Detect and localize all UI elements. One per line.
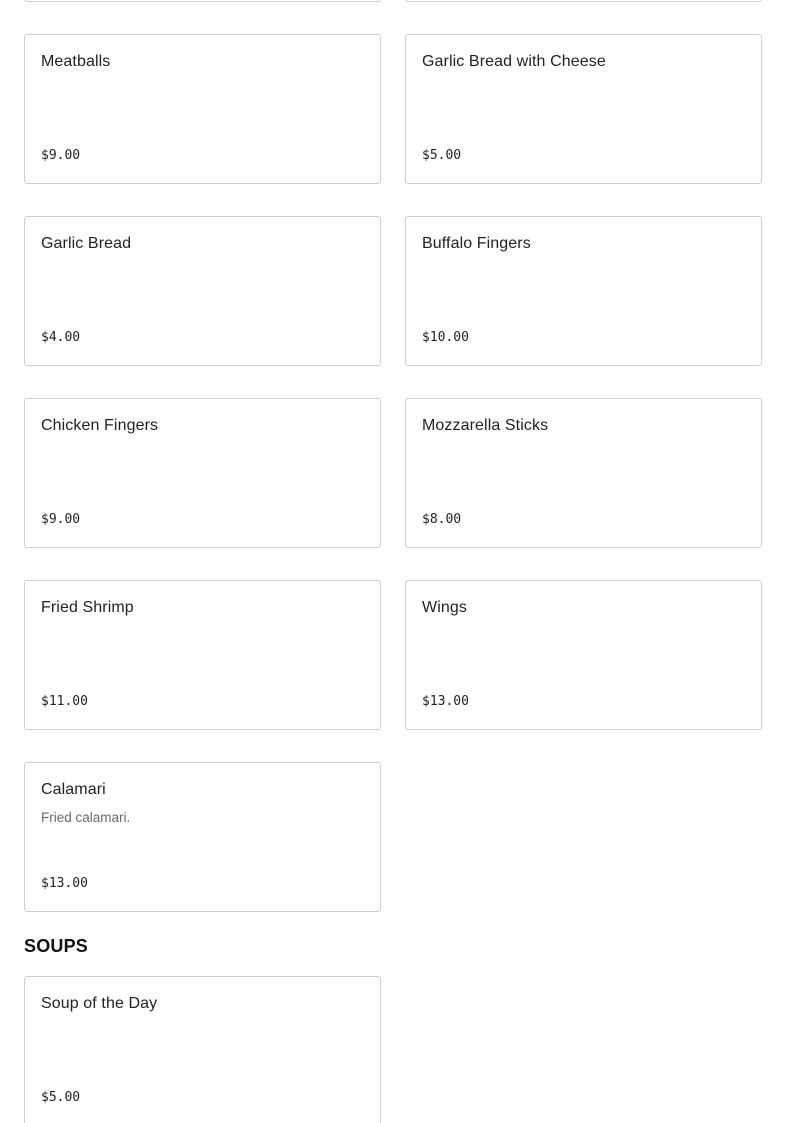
menu-item-card-garlic-bread-with-cheese[interactable] (405, 34, 762, 184)
menu-item-name: Soup of the Day (41, 995, 158, 1012)
menu-item-name: Wings (422, 599, 467, 616)
menu-item-price: $9.00 (41, 148, 81, 163)
section-heading-soups: SOUPS (24, 936, 89, 956)
menu-item-price: $13.00 (422, 694, 469, 709)
menu-item-card-wings[interactable] (405, 580, 762, 730)
menu-item-price: $11.00 (41, 694, 88, 709)
menu-item-card-calamari[interactable] (24, 762, 381, 912)
menu-item-card-buffalo-fingers[interactable] (405, 216, 762, 366)
menu-item-price: $5.00 (41, 1090, 81, 1105)
menu-item-name: Mozzarella Sticks (422, 417, 549, 434)
menu-item-price: $10.00 (422, 330, 469, 345)
menu-item-name: Buffalo Fingers (422, 235, 531, 252)
menu-item-name: Garlic Bread (41, 235, 132, 252)
menu-item-name: Chicken Fingers (41, 417, 159, 434)
menu-item-name: Meatballs (41, 53, 111, 70)
menu-item-price: $9.00 (41, 512, 81, 527)
menu-item-name: Garlic Bread with Cheese (422, 53, 606, 70)
menu-item-card-mozzarella-sticks[interactable] (405, 398, 762, 548)
menu-item-card-fried-shrimp[interactable] (24, 580, 381, 730)
menu-item-card-soup-of-the-day[interactable] (24, 976, 381, 1123)
menu-item-price: $4.00 (41, 330, 81, 345)
menu-item-name: Fried Shrimp (41, 599, 134, 616)
menu-item-card-partial[interactable] (24, 0, 381, 2)
menu-item-card-meatballs[interactable] (24, 34, 381, 184)
menu-item-card-garlic-bread[interactable] (24, 216, 381, 366)
menu-item-description: Fried calamari. (41, 810, 131, 825)
menu-item-card-chicken-fingers[interactable] (24, 398, 381, 548)
menu-item-price: $8.00 (422, 512, 462, 527)
menu-item-name: Calamari (41, 781, 106, 798)
menu-item-price: $13.00 (41, 876, 88, 891)
menu-item-price: $5.00 (422, 148, 462, 163)
menu-item-card-partial[interactable] (405, 0, 762, 2)
